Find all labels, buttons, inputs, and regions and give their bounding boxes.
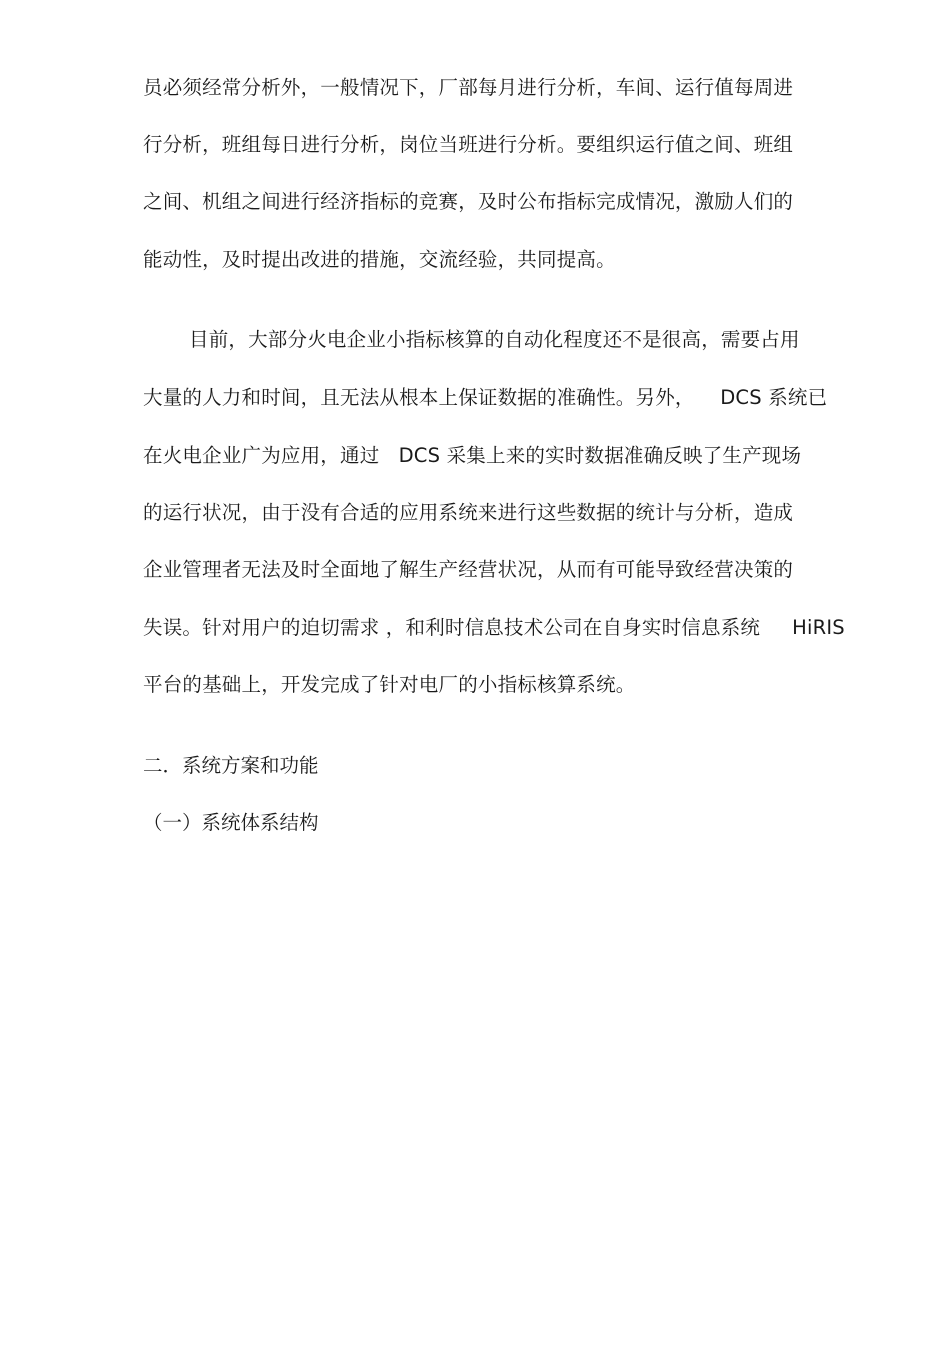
section-heading: 二．系统方案和功能 [143,754,319,777]
paragraph-1-line-4: 能动性，及时提出改进的措施，交流经验，共同提高。 [143,248,616,271]
paragraph-2-line-4: 的运行状况，由于没有合适的应用系统来进行这些数据的统计与分析，造成 [143,501,794,524]
paragraph-2-line-1: 目前，大部分火电企业小指标核算的自动化程度还不是很高，需要占用 [189,328,800,351]
paragraph-2-line-7: 平台的基础上，开发完成了针对电厂的小指标核算系统。 [143,673,636,696]
subsection-heading: （一）系统体系结构 [143,811,319,834]
paragraph-2-line-3: 在火电企业广为应用，通过 DCS 采集上来的实时数据准确反映了生产现场 [143,444,802,467]
paragraph-2-line-2: 大量的人力和时间，且无法从根本上保证数据的准确性。另外， DCS 系统已 [143,386,828,409]
paragraph-2-line-6: 失误。针对用户的迫切需求 ，和利时信息技术公司在自身实时信息系统 HiRIS [143,616,845,639]
paragraph-2-line-5: 企业管理者无法及时全面地了解生产经营状况，从而有可能导致经营决策的 [143,558,794,581]
paragraph-1-line-3: 之间、机组之间进行经济指标的竞赛，及时公布指标完成情况，激励人们的 [143,190,794,213]
paragraph-1-line-1: 员必须经常分析外，一般情况下，厂部每月进行分析，车间、运行值每周进 [143,76,794,99]
paragraph-1-line-2: 行分析，班组每日进行分析，岗位当班进行分析。要组织运行值之间、班组 [143,133,794,156]
